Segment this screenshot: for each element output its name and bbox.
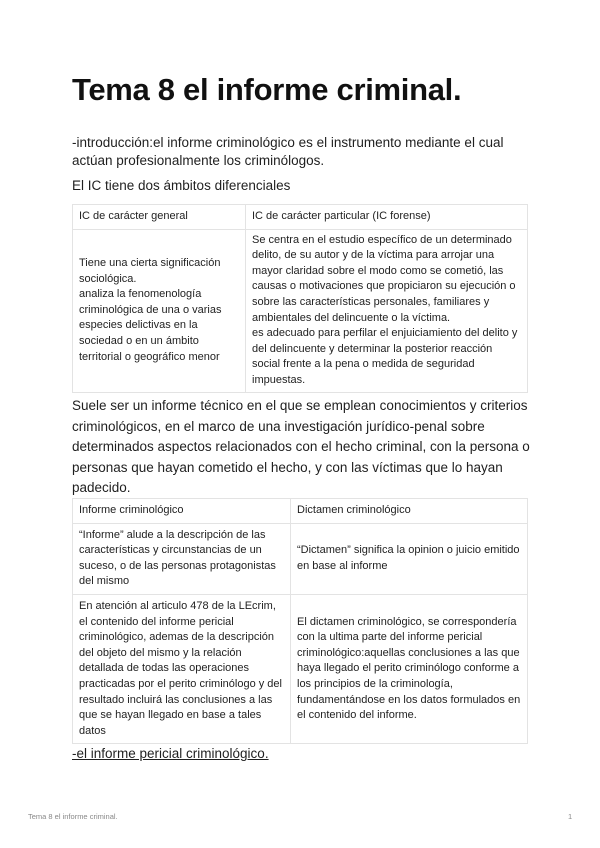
table-header-row: [73, 205, 528, 230]
body-paragraph: Suele ser un informe técnico en el que se emplean conocimientos y criterios criminológicos, en el marco de una investigación jurídico-penal sobre determinados aspectos relacionados con el hecho criminal, con la persona o personas que hayan cometido el hecho, y con las víctimas que lo hayan padecido.: [72, 398, 530, 495]
table-row: [73, 594, 528, 743]
general-line-1: Tiene una cierta significación sociológica.: [79, 256, 221, 285]
cell-dictamen-1: “Dictamen” significa la opinion o juicio emitido en base al informe: [291, 523, 528, 594]
ic-types-table: [72, 204, 528, 393]
footer-page-number: 1: [568, 812, 573, 821]
page-title: Tema 8 el informe criminal.: [72, 72, 462, 107]
header-general: IC de carácter general: [73, 205, 246, 230]
footer-title: Tema 8 el informe criminal.: [28, 812, 118, 821]
cell-informe-1: “Informe” alude a la descripción de las características y circunstancias de un suceso, o de las personas protagonistas del mismo: [73, 523, 291, 594]
cell-particular: [246, 229, 528, 392]
header-particular: IC de carácter particular (IC forense): [246, 205, 528, 230]
table-row: [73, 523, 528, 594]
informe-dictamen-table: [72, 498, 528, 744]
table-row: [73, 229, 528, 392]
particular-line-2: es adecuado para perfilar el enjuiciamiento del delito y del delincuente y determinar la posterior reacción social frente a la pena o medida de seguridad impuestas.: [252, 327, 518, 386]
cell-dictamen-2: El dictamen criminológico, se correspondería con la ultima parte del informe pericial criminológico:aquellas conclusiones a las que haya llegado el perito criminólogo conforme a los principios de la criminología, fundamentándose en los datos formulados en el contenido del informe.: [291, 594, 528, 743]
header-dictamen: Dictamen criminológico: [291, 499, 528, 524]
general-line-2: analiza la fenomenología criminológica de una o varias especies delictivas en la sociedad o en un ámbito territorial o geográfico menor: [79, 288, 222, 363]
cell-informe-2: En atención al articulo 478 de la LEcrim, el contenido del informe pericial criminológico, ademas de la descripción del objeto del mismo y la relación detallada de todas las operaciones practicadas por el perito criminólogo y del resultado incluirá las conclusiones a las que se hayan llegado en base a tales datos: [73, 594, 291, 743]
ambitos-heading: El IC tiene dos ámbitos diferenciales: [72, 178, 291, 193]
cell-general: [73, 229, 246, 392]
particular-line-1: Se centra en el estudio específico de un determinado delito, de su autor y de la víctima para arrojar una mayor claridad sobre el modo como se cometió, las causas o motivaciones que propiciaron su ejecución o sobre las características personales, familiares y ambientales del delincuente o la víctima.: [252, 233, 516, 324]
intro-paragraph: -introducción:el informe criminológico es el instrumento mediante el cual actúan profesionalmente los criminólogos.: [72, 135, 504, 168]
table-header-row: [73, 499, 528, 524]
subheading: -el informe pericial criminológico.: [72, 746, 269, 761]
header-informe: Informe criminológico: [73, 499, 291, 524]
